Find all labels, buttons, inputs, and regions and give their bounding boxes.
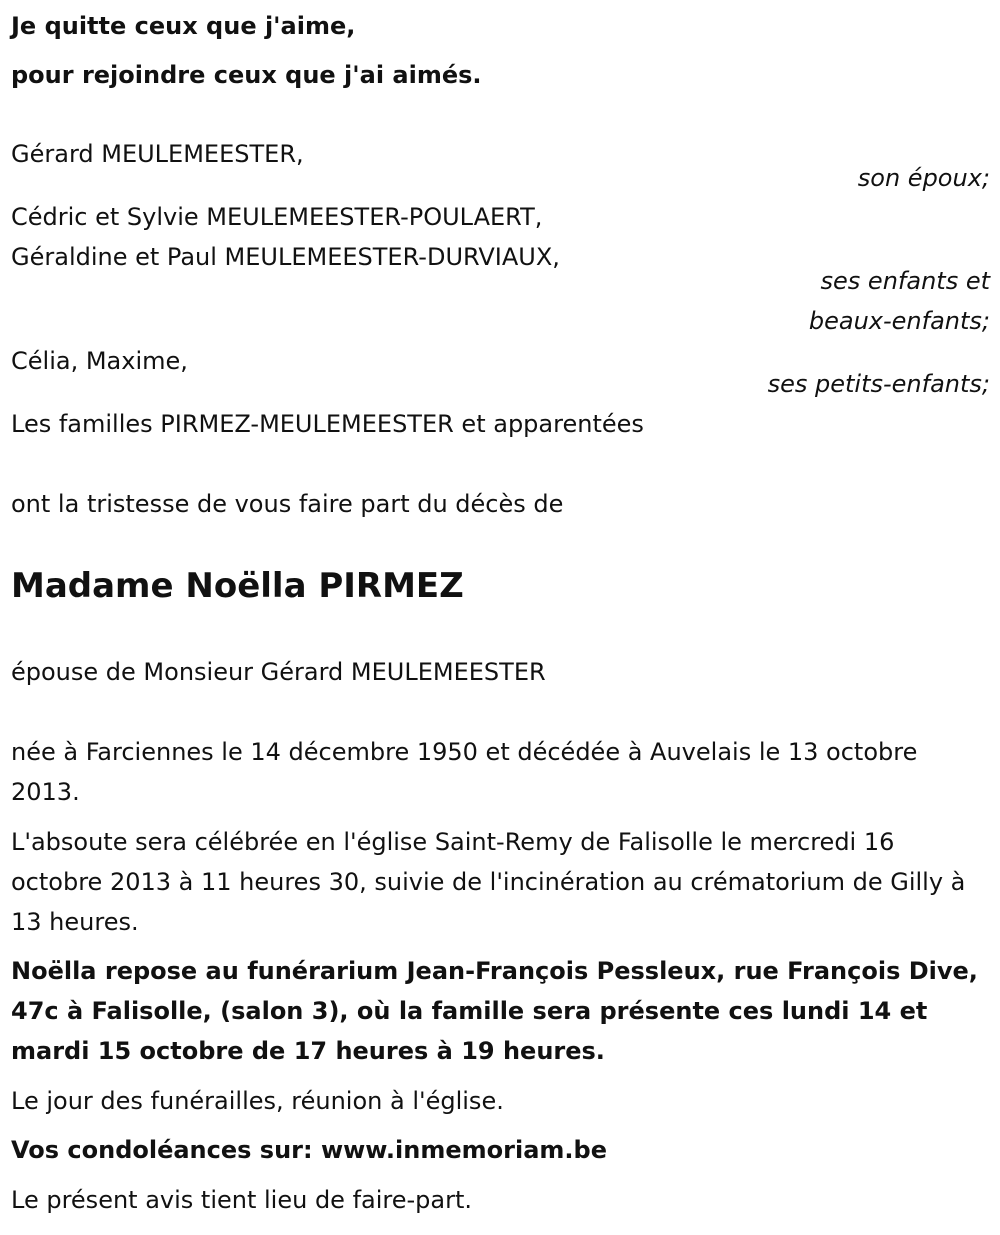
epigraph-line-2: pour rejoindre ceux que j'ai aimés.: [11, 61, 482, 89]
child-2-name: Géraldine et Paul MEULEMEESTER-DURVIAUX,: [11, 243, 560, 271]
deceased-name: Madame Noëlla PIRMEZ: [11, 566, 464, 606]
ceremony-text: L'absoute sera célébrée en l'église Saint-Remy de Falisolle le mercredi 16 octobre 2013 à 11 heures 30, suivie de l'incinération au crématorium de Gilly à 13 heures.: [11, 828, 966, 936]
grandchildren-names: Célia, Maxime,: [11, 347, 188, 375]
husband-name: Gérard MEULEMEESTER,: [11, 140, 304, 168]
meeting-text: Le jour des funérailles, réunion à l'église.: [11, 1087, 504, 1115]
visitation-text: Noëlla repose au funérarium Jean-François Pessleux, rue François Dive, 47c à Falisolle, (salon 3), où la famille sera présente ces lundi 14 et mardi 15 octobre de 17 heures à 19 heures.: [11, 957, 978, 1065]
condolences-text: Vos condoléances sur: www.inmemoriam.be: [11, 1136, 607, 1164]
husband-role: son époux;: [857, 164, 990, 192]
extended-families: Les familles PIRMEZ-MEULEMEESTER et apparentées: [11, 410, 644, 438]
children-role-line-2: beaux-enfants;: [808, 307, 990, 335]
children-role-line-1: ses enfants et: [820, 267, 990, 295]
epigraph-line-1: Je quitte ceux que j'aime,: [11, 12, 356, 40]
spouse-of-text: épouse de Monsieur Gérard MEULEMEESTER: [11, 658, 546, 686]
grandchildren-role: ses petits-enfants;: [767, 370, 990, 398]
announcement-text: ont la tristesse de vous faire part du décès de: [11, 490, 564, 518]
birth-death-text: née à Farciennes le 14 décembre 1950 et décédée à Auvelais le 13 octobre 2013.: [11, 738, 918, 806]
notice-text: Le présent avis tient lieu de faire-part.: [11, 1186, 473, 1214]
child-1-name: Cédric et Sylvie MEULEMEESTER-POULAERT,: [11, 203, 543, 231]
